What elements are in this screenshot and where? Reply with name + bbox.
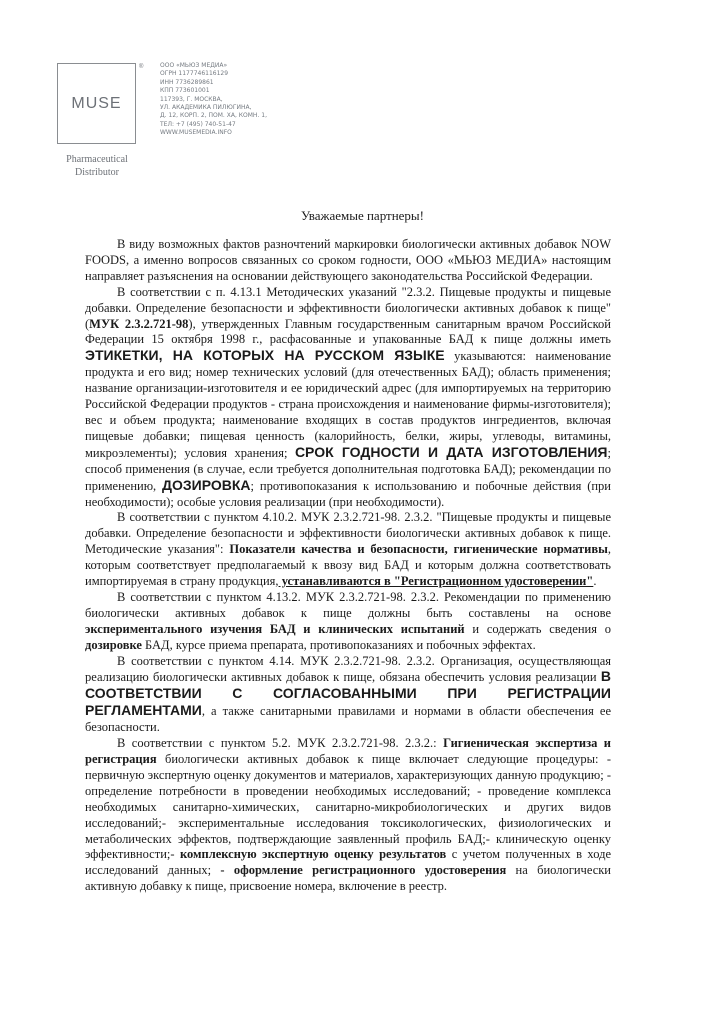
p4-text-2: и содержать сведения о — [464, 621, 611, 636]
registered-mark: ® — [139, 64, 144, 70]
p2-text-1: В соответствии с п. 4.13.1 Методических указаний "2.3.2. Пищевые продукты и пищевые добавки. Определение безопасности и эффективности биологически активных добавок к пище" ( — [85, 284, 611, 331]
logo-text: MUSE — [71, 94, 122, 112]
company-inn: ИНН 7736289861 — [160, 78, 214, 86]
p6-text-3: с учетом полученных в ходе исследований данных; — [85, 847, 612, 878]
company-phone: ТЕЛ: +7 (495) 740-51-47 — [160, 120, 236, 128]
p6-text-4: на биологически активную добавку к пище, присвоение номера, включение в реестр. — [85, 863, 611, 894]
p3-text-2: , которым соответствует предполагаемый к ввозу вид БАД и которым должна соответствовать импортируемая в страну продукция, — [85, 542, 611, 589]
p6-bold-certificate: - оформление регистрационного удостоверения — [220, 863, 507, 878]
company-address-city: 117393, Г. МОСКВА, — [160, 95, 223, 103]
company-details — [160, 62, 267, 138]
p3-text-1: В соответствии с пунктом 4.10.2. МУК 2.3.2.721-98. 2.3.2. "Пищевые продукты и пищевые добавки. Определение безопасности и эффективности биологически активных добавок к пище. Методические указания": — [85, 510, 611, 557]
p6-bold-assessment: комплексную экспертную оценку результатов — [179, 847, 447, 862]
p2-text-5: ; противопоказания к использованию и побочные действия (при необходимости); особые условия реализации (при необходимости). — [85, 478, 611, 509]
company-address-street: УЛ. АКАДЕМИКА ПИЛЮГИНА, — [160, 104, 252, 112]
p2-bold-muk: МУК 2.3.2.721-98 — [89, 316, 189, 331]
p2-caps-expiry: СРОК ГОДНОСТИ И ДАТА ИЗГОТОВЛЕНИЯ — [294, 443, 608, 460]
p4-text-1: В соответствии с пунктом 4.13.2. МУК 2.3.2.721-98. 2.3.2. Рекомендации по применению биологически активных добавок к пище должны быть составлены на основе — [85, 589, 611, 620]
p4-bold-study: экспериментального изучения БАД и клинических испытаний — [85, 621, 465, 636]
company-kpp: КПП 773601001 — [160, 87, 210, 95]
paragraph-3 — [85, 510, 611, 590]
company-ogrn: ОГРН 1177746116129 — [160, 70, 229, 78]
muse-logo — [57, 63, 136, 144]
tagline — [50, 153, 144, 179]
p4-bold-dosage: дозировке — [85, 637, 142, 652]
p2-caps-labels: ЭТИКЕТКИ, НА КОТОРЫХ НА РУССКОМ ЯЗЫКЕ — [85, 347, 445, 364]
p4-text-3: БАД, курсе приема препарата, противопоказаниях и побочных эффектах. — [141, 637, 536, 652]
p2-caps-dosage: ДОЗИРОВКА — [162, 476, 251, 493]
company-name: ООО «МЬЮЗ МЕДИА» — [160, 62, 228, 69]
tagline-line-2: Distributor — [75, 167, 119, 178]
p2-text-3: указываются: наименование продукта и его вид; номер технических условий (для отечественных БАД); область применения; название организации-изготовителя и ее юридический адрес (для импортируемых на территорию Российской Федерации продуктов - страна происхождения и наименование фирмы-изготовителя); вес и объем продукта; наименование входящих в состав продуктов ингредиентов, включая пищевые добавки; пищевая ценность (калорийность, белки, жиры, углеводы, витамины, микроэлементы); условия хранения; — [85, 349, 612, 460]
p6-text-1: В соответствии с пунктом 5.2. МУК 2.3.2.721-98. 2.3.2.: — [117, 736, 444, 751]
p6-text-2: биологически активных добавок к пище включает следующие процедуры: - первичную экспертную оценку документов и материалов, характеризующих данную продукцию; - определение потребности в проведении необходимых исследований; - проведение комплекса необходимых санитарно-химических, санитарно-микробиологических и других видов исследований;- экспериментальные исследования токсикологических, физиологических и метаболических эффектов, подтверждающие заявленный профиль БАД;- клиническую оценку эффективности;- — [85, 752, 611, 862]
p5-text-1: В соответствии с пунктом 4.14. МУК 2.3.2.721-98. 2.3.2. Организация, осуществляющая реализацию биологически активных добавок к пище, обязана обеспечить условия реализации — [85, 653, 611, 685]
p3-text-3: . — [593, 574, 597, 589]
paragraph-4 — [85, 590, 611, 654]
p5-caps-regulations: В СООТВЕТСТВИИ С СОГЛАСОВАННЫМИ ПРИ РЕГИСТРАЦИИ РЕГЛАМЕНТАМИ — [85, 668, 611, 719]
company-address-building: Д. 12, КОРП. 2, ПОМ. ХА, КОМН. 1, — [160, 112, 267, 120]
paragraph-2 — [85, 285, 611, 511]
p2-text-4: ; способ применения (в случае, если требуется дополнительная подготовка БАД); рекомендации по применению, — [85, 445, 611, 493]
paragraph-5 — [85, 654, 611, 737]
p1-text: В виду возможных фактов разночтений маркировки биологически активных добавок NOW FOODS, а именно вопросов связанных со сроком годности, ООО «МЬЮЗ МЕДИА» настоящим направляет разъяснения на основании действующего законодательства Российской Федерации. — [85, 237, 611, 283]
letter-body — [85, 237, 611, 895]
p6-bold-expertise: Гигиеническая экспертиза и регистрация — [85, 736, 611, 766]
p3-bold-indicators: Показатели качества и безопасности, гигиенические нормативы — [229, 542, 608, 557]
company-website: WWW.MUSEMEDIA.INFO — [160, 129, 232, 137]
p3-bold-underlined: устанавливаются в "Регистрационном удостоверении" — [278, 574, 594, 589]
greeting: Уважаемые партнеры! — [300, 208, 424, 223]
p2-text-2: ), утвержденных Главным государственным санитарным врачом Российской Федерации 15 октября 1998 г., расфасованные и упакованные БАД к пище должны иметь — [85, 316, 611, 347]
paragraph-1 — [85, 237, 611, 285]
tagline-line-1: Pharmaceutical — [66, 154, 128, 165]
p5-text-2: , а также санитарными правилами и нормами в области обеспечения ее безопасности. — [85, 704, 611, 735]
paragraph-6 — [85, 736, 611, 895]
